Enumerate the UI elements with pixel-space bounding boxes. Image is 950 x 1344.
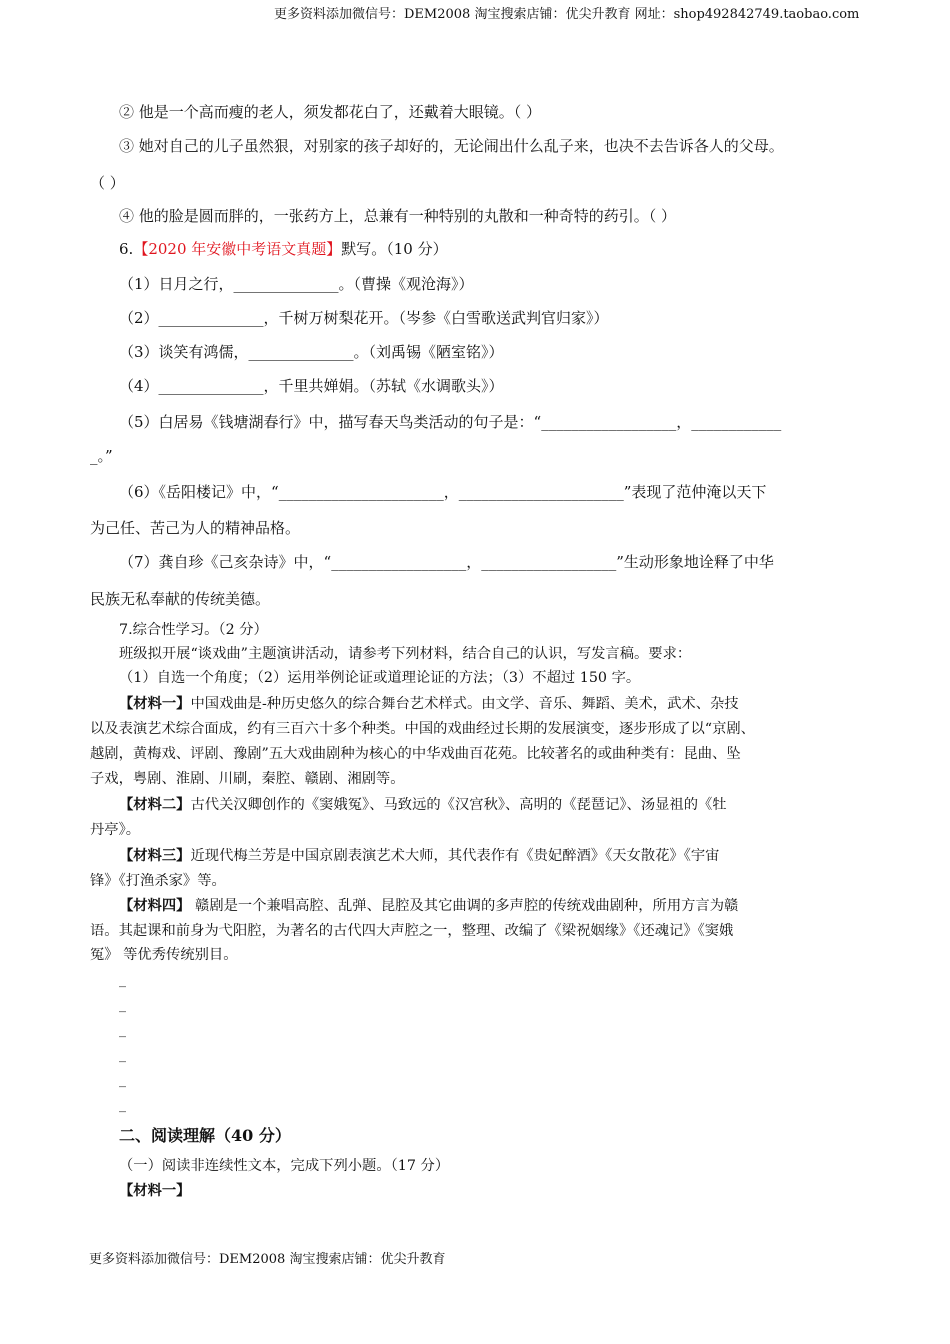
material-1-label: 【材料一】 [119, 696, 191, 712]
material-3-text: 近现代梅兰芳是中国京剧表演艺术大师，其代表作有《贵妃醉酒》《天女散花》《宇宙 [190, 848, 720, 864]
material-4-text: 赣剧是一个兼唱高腔、乱弹、昆腔及其它曲调的多声腔的传统戏曲剧种，所用方言为赣 [190, 898, 739, 914]
q7-title: 7.综合性学习。（2 分） [119, 622, 268, 638]
material-1-line-2: 以及表演艺术综合面成，约有三百六十多个种类。中国的戏曲经过长期的发展演变，逐步形成了以“京剧、 [90, 721, 755, 737]
material-2-label: 【材料二】 [119, 797, 191, 813]
q5-item-4: ④ 他的脸是圆而胖的，一张药方上，总兼有一种特别的丸散和一种奇特的药引。（ ） [119, 207, 677, 225]
q6-line-7: （7）龚自珍《己亥杂诗》中，“__________________，__________________”生动形象地诠释了中华 [119, 553, 774, 571]
q6-title-line [119, 238, 448, 259]
q6-line-6-cont: 为己任、苦己为人的精神品格。 [90, 519, 301, 537]
material-1-text: 中国戏曲是-种历史悠久的综合舞台艺术样式。由文学、音乐、舞蹈、美术，武术、杂技 [190, 696, 739, 712]
page-header: 更多资料添加微信号：DEM2008 淘宝搜索店铺：优尖升教育 网址：shop492842749.taobao.com [274, 7, 860, 22]
answer-line: _ [119, 1047, 126, 1063]
q6-line-3: （3）谈笑有鸿儒，______________。（刘禹锡《陋室铭》） [119, 343, 504, 361]
section-2-sub1: （一）阅读非连续性文本，完成下列小题。（17 分） [119, 1158, 450, 1174]
q6-line-6: （6）《岳阳楼记》中，“______________________，______________________”表现了范仲淹以天下 [119, 483, 767, 501]
q7-prompt: 班级拟开展“谈戏曲”主题演讲活动，请参考下列材料，结合自己的认识，写发言稿。要求： [119, 646, 692, 662]
q6-line-5-cont: _。” [90, 447, 113, 465]
q6-line-1: （1）日月之行，______________。（曹操《观沧海》） [119, 275, 474, 293]
q5-item-2: ② 他是一个高而瘦的老人，须发都花白了，还戴着大眼镜。（ ） [119, 103, 542, 121]
answer-line: _ [119, 1097, 126, 1113]
section-2-heading: 二、阅读理解（40 分） [119, 1126, 291, 1145]
material-4-line-2: 语。其起课和前身为弋阳腔，为著名的古代四大声腔之一，整理、改编了《梁祝姻缘》《还魂记》《窦娥 [90, 923, 734, 939]
q6-number: 6. [119, 240, 134, 258]
material-1-line-1 [119, 693, 739, 713]
material-3-line-2: 锋》《打渔杀家》等。 [90, 873, 226, 889]
material-3-label: 【材料三】 [119, 848, 191, 864]
q6-line-7-cont: 民族无私奉献的传统美德。 [90, 590, 271, 608]
material-2-line-1 [119, 794, 727, 814]
q6-line-2: （2）______________，千树万树梨花开。（岑参《白雪歌送武判官归家》） [119, 309, 609, 327]
answer-line: _ [119, 972, 126, 988]
material-4-line-3: 冤》 等优秀传统别目。 [90, 947, 238, 963]
answer-line: _ [119, 997, 126, 1013]
q6-line-4: （4）______________，千里共婵娟。（苏轼《水调歌头》） [119, 377, 504, 395]
q6-source: 【2020 年安徽中考语文真题】 [133, 240, 342, 258]
material-4-label: 【材料四】 [119, 898, 191, 914]
q5-item-3-line2: （ ） [90, 174, 125, 192]
material-2-line-2: 丹亭》。 [90, 822, 141, 838]
material-1-line-4: 子戏，粤剧、淮剧、川刷，秦腔、赣剧、湘剧等。 [90, 771, 405, 787]
material-2-text: 古代关汉卿创作的《窦娥冤》、马致远的《汉宫秋》、高明的《琵琶记》、汤显祖的《牡 [190, 797, 727, 813]
material-1-line-3: 越剧，黄梅戏、评剧、豫剧”五大戏曲剧种为核心的中华戏曲百花苑。比较著名的或曲种类有：昆曲、坠 [90, 746, 741, 762]
page-footer: 更多资料添加微信号：DEM2008 淘宝搜索店铺：优尖升教育 [89, 1252, 446, 1267]
answer-line: _ [119, 1072, 126, 1088]
q7-requirements: （1）自选一个角度；（2）运用举例论证或道理论证的方法；（3）不超过 150 字。 [119, 670, 641, 686]
section-2-material1: 【材料一】 [119, 1183, 191, 1199]
material-3-line-1 [119, 845, 719, 865]
q5-item-3-line1: ③ 她对自己的儿子虽然狠，对别家的孩子却好的，无论闹出什么乱子来，也决不去告诉各人的父母。 [119, 137, 784, 155]
q6-line-5: （5）白居易《钱塘湖春行》中，描写春天鸟类活动的句子是：“__________________，____________ [119, 413, 782, 431]
answer-line: _ [119, 1022, 126, 1038]
q6-title: 默写。（10 分） [341, 240, 448, 258]
material-4-line-1 [119, 895, 738, 915]
